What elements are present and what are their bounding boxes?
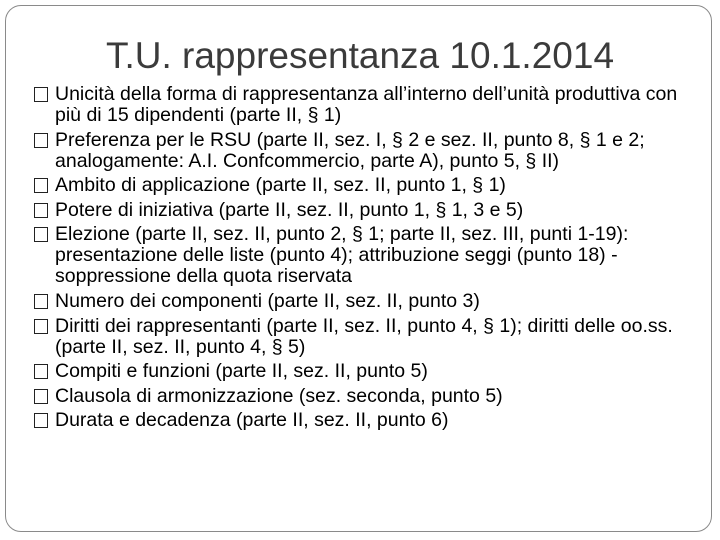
bullet-item bbox=[34, 84, 694, 126]
bullet-item bbox=[34, 386, 694, 407]
bullet-text: Ambito di applicazione (parte II, sez. II, punto 1, § 1) bbox=[55, 174, 506, 197]
bullet-text: Diritti dei rappresentanti (parte II, sez. II, punto 4, § 1); diritti delle oo.ss. (parte II, sez. II, punto 4, § 5) bbox=[55, 314, 673, 358]
square-bullet-icon bbox=[34, 203, 48, 218]
square-bullet-icon bbox=[34, 87, 48, 102]
bullet-item bbox=[34, 200, 694, 221]
square-bullet-icon bbox=[34, 413, 48, 428]
bullet-text: Preferenza per le RSU (parte II, sez. I, § 2 e sez. II, punto 8, § 1 e 2; analogamente: A.I. Confcommercio, parte A), punto 5, § II) bbox=[55, 128, 645, 172]
bullet-text: Potere di iniziativa (parte II, sez. II, punto 1, § 1, 3 e 5) bbox=[55, 198, 524, 221]
bullet-item bbox=[34, 410, 694, 431]
square-bullet-icon bbox=[34, 389, 48, 404]
bullet-item bbox=[34, 175, 694, 196]
square-bullet-icon bbox=[34, 319, 48, 334]
square-bullet-icon bbox=[34, 178, 48, 193]
square-bullet-icon bbox=[34, 294, 48, 309]
slide-title: T.U. rappresentanza 10.1.2014 bbox=[105, 35, 615, 76]
bullet-item bbox=[34, 316, 694, 358]
square-bullet-icon bbox=[34, 364, 48, 379]
bullet-text: Numero dei componenti (parte II, sez. II, punto 3) bbox=[55, 289, 480, 312]
bullet-text: Unicità della forma di rappresentanza all’interno dell’unità produttiva con più di 15 dipendenti (parte II, § 1) bbox=[55, 83, 678, 126]
bullet-text: Elezione (parte II, sez. II, punto 2, § 1; parte II, sez. III, punti 1-19): presentazione delle liste (punto 4); attribuzione seggi (punto 18) - soppressione della quota riservata bbox=[55, 223, 629, 288]
bullet-item bbox=[34, 361, 694, 382]
bullet-list bbox=[34, 84, 694, 435]
bullet-item bbox=[34, 291, 694, 312]
bullet-text: Compiti e funzioni (parte II, sez. II, punto 5) bbox=[55, 360, 428, 383]
bullet-text: Durata e decadenza (parte II, sez. II, punto 6) bbox=[55, 409, 449, 432]
square-bullet-icon bbox=[34, 133, 48, 148]
bullet-item bbox=[34, 224, 694, 287]
square-bullet-icon bbox=[34, 227, 48, 242]
bullet-item bbox=[34, 130, 694, 172]
bullet-text: Clausola di armonizzazione (sez. seconda, punto 5) bbox=[55, 384, 503, 407]
